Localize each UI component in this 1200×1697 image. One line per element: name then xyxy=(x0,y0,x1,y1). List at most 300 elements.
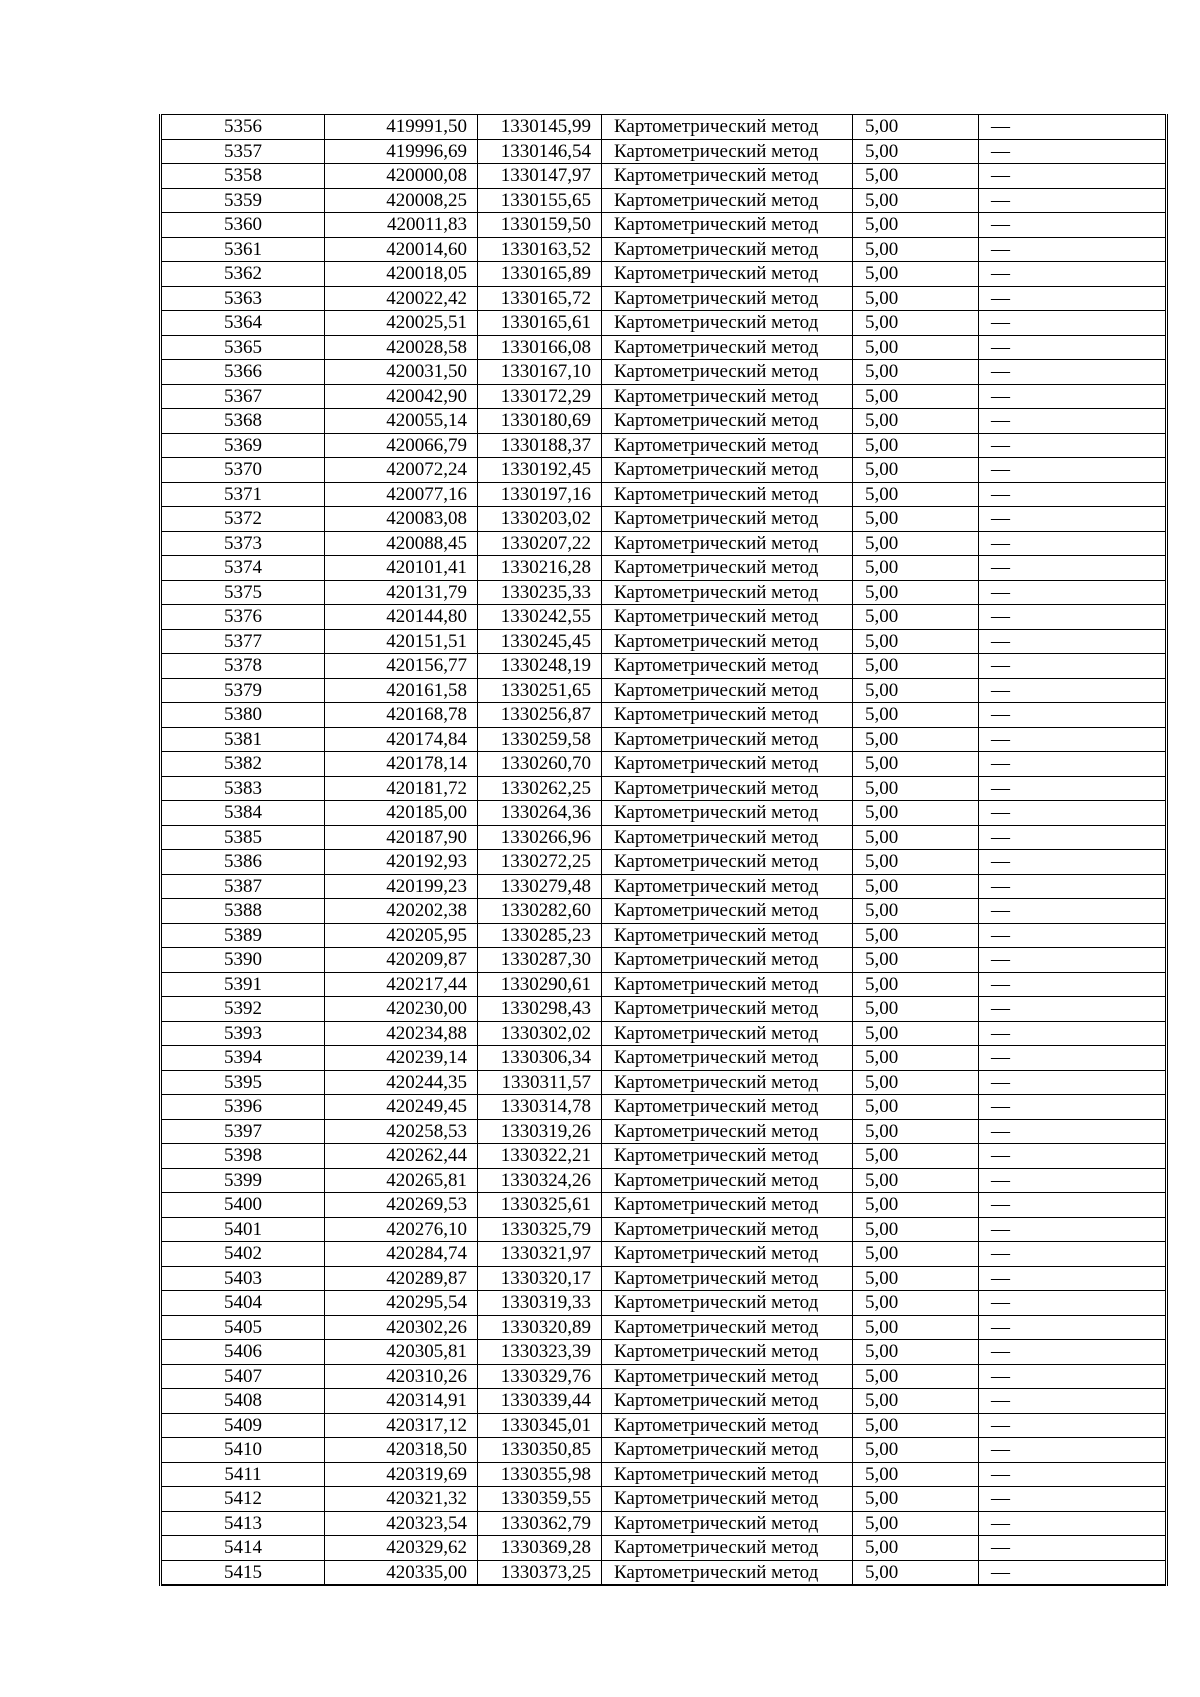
note-cell: — xyxy=(979,776,1167,801)
accuracy-cell: 5,00 xyxy=(853,237,979,262)
note-cell: — xyxy=(979,1046,1167,1071)
x-coordinate-cell: 420230,00 xyxy=(325,997,478,1022)
accuracy-cell: 5,00 xyxy=(853,1389,979,1414)
accuracy-cell: 5,00 xyxy=(853,1511,979,1536)
y-coordinate-cell: 1330146,54 xyxy=(478,139,602,164)
accuracy-cell: 5,00 xyxy=(853,923,979,948)
table-row xyxy=(161,850,1167,875)
note-cell: — xyxy=(979,727,1167,752)
method-cell: Картометрический метод xyxy=(602,703,853,728)
y-coordinate-cell: 1330165,72 xyxy=(478,286,602,311)
note-cell: — xyxy=(979,1413,1167,1438)
method-cell: Картометрический метод xyxy=(602,458,853,483)
point-number-cell: 5414 xyxy=(161,1536,325,1561)
accuracy-cell: 5,00 xyxy=(853,384,979,409)
accuracy-cell: 5,00 xyxy=(853,507,979,532)
x-coordinate-cell: 420258,53 xyxy=(325,1119,478,1144)
method-cell: Картометрический метод xyxy=(602,1389,853,1414)
point-number-cell: 5412 xyxy=(161,1487,325,1512)
method-cell: Картометрический метод xyxy=(602,1364,853,1389)
accuracy-cell: 5,00 xyxy=(853,1193,979,1218)
point-number-cell: 5364 xyxy=(161,311,325,336)
accuracy-cell: 5,00 xyxy=(853,629,979,654)
table-row xyxy=(161,825,1167,850)
table-row xyxy=(161,1021,1167,1046)
x-coordinate-cell: 420072,24 xyxy=(325,458,478,483)
point-number-cell: 5361 xyxy=(161,237,325,262)
y-coordinate-cell: 1330207,22 xyxy=(478,531,602,556)
point-number-cell: 5398 xyxy=(161,1144,325,1169)
table-row xyxy=(161,1046,1167,1071)
accuracy-cell: 5,00 xyxy=(853,1462,979,1487)
accuracy-cell: 5,00 xyxy=(853,335,979,360)
point-number-cell: 5375 xyxy=(161,580,325,605)
point-number-cell: 5404 xyxy=(161,1291,325,1316)
table-row xyxy=(161,997,1167,1022)
note-cell: — xyxy=(979,286,1167,311)
accuracy-cell: 5,00 xyxy=(853,997,979,1022)
accuracy-cell: 5,00 xyxy=(853,482,979,507)
accuracy-cell: 5,00 xyxy=(853,1046,979,1071)
note-cell: — xyxy=(979,531,1167,556)
x-coordinate-cell: 420276,10 xyxy=(325,1217,478,1242)
point-number-cell: 5393 xyxy=(161,1021,325,1046)
coordinates-table xyxy=(159,114,1168,1586)
method-cell: Картометрический метод xyxy=(602,384,853,409)
table-row xyxy=(161,1438,1167,1463)
method-cell: Картометрический метод xyxy=(602,1511,853,1536)
method-cell: Картометрический метод xyxy=(602,629,853,654)
method-cell: Картометрический метод xyxy=(602,556,853,581)
accuracy-cell: 5,00 xyxy=(853,139,979,164)
note-cell: — xyxy=(979,1021,1167,1046)
x-coordinate-cell: 420187,90 xyxy=(325,825,478,850)
table-row xyxy=(161,1095,1167,1120)
point-number-cell: 5413 xyxy=(161,1511,325,1536)
table-row xyxy=(161,1560,1167,1585)
accuracy-cell: 5,00 xyxy=(853,776,979,801)
method-cell: Картометрический метод xyxy=(602,482,853,507)
x-coordinate-cell: 420249,45 xyxy=(325,1095,478,1120)
accuracy-cell: 5,00 xyxy=(853,1560,979,1585)
y-coordinate-cell: 1330323,39 xyxy=(478,1340,602,1365)
table-row xyxy=(161,1462,1167,1487)
note-cell: — xyxy=(979,1340,1167,1365)
method-cell: Картометрический метод xyxy=(602,1168,853,1193)
x-coordinate-cell: 420168,78 xyxy=(325,703,478,728)
note-cell: — xyxy=(979,654,1167,679)
point-number-cell: 5385 xyxy=(161,825,325,850)
accuracy-cell: 5,00 xyxy=(853,580,979,605)
y-coordinate-cell: 1330180,69 xyxy=(478,409,602,434)
table-row xyxy=(161,531,1167,556)
y-coordinate-cell: 1330167,10 xyxy=(478,360,602,385)
point-number-cell: 5400 xyxy=(161,1193,325,1218)
point-number-cell: 5368 xyxy=(161,409,325,434)
method-cell: Картометрический метод xyxy=(602,311,853,336)
note-cell: — xyxy=(979,1389,1167,1414)
y-coordinate-cell: 1330188,37 xyxy=(478,433,602,458)
table-row xyxy=(161,482,1167,507)
x-coordinate-cell: 420205,95 xyxy=(325,923,478,948)
method-cell: Картометрический метод xyxy=(602,605,853,630)
x-coordinate-cell: 420305,81 xyxy=(325,1340,478,1365)
table-row xyxy=(161,678,1167,703)
table-row xyxy=(161,580,1167,605)
accuracy-cell: 5,00 xyxy=(853,752,979,777)
table-row xyxy=(161,286,1167,311)
accuracy-cell: 5,00 xyxy=(853,1291,979,1316)
table-row xyxy=(161,433,1167,458)
note-cell: — xyxy=(979,948,1167,973)
accuracy-cell: 5,00 xyxy=(853,1364,979,1389)
accuracy-cell: 5,00 xyxy=(853,1070,979,1095)
table-row xyxy=(161,1364,1167,1389)
table-row xyxy=(161,458,1167,483)
x-coordinate-cell: 419996,69 xyxy=(325,139,478,164)
y-coordinate-cell: 1330251,65 xyxy=(478,678,602,703)
method-cell: Картометрический метод xyxy=(602,1438,853,1463)
accuracy-cell: 5,00 xyxy=(853,1438,979,1463)
method-cell: Картометрический метод xyxy=(602,923,853,948)
y-coordinate-cell: 1330259,58 xyxy=(478,727,602,752)
point-number-cell: 5356 xyxy=(161,115,325,140)
method-cell: Картометрический метод xyxy=(602,237,853,262)
note-cell: — xyxy=(979,556,1167,581)
method-cell: Картометрический метод xyxy=(602,997,853,1022)
y-coordinate-cell: 1330245,45 xyxy=(478,629,602,654)
x-coordinate-cell: 420262,44 xyxy=(325,1144,478,1169)
note-cell: — xyxy=(979,703,1167,728)
method-cell: Картометрический метод xyxy=(602,1462,853,1487)
y-coordinate-cell: 1330266,96 xyxy=(478,825,602,850)
note-cell: — xyxy=(979,1193,1167,1218)
table-row xyxy=(161,1487,1167,1512)
method-cell: Картометрический метод xyxy=(602,409,853,434)
accuracy-cell: 5,00 xyxy=(853,1536,979,1561)
note-cell: — xyxy=(979,188,1167,213)
method-cell: Картометрический метод xyxy=(602,507,853,532)
note-cell: — xyxy=(979,801,1167,826)
method-cell: Картометрический метод xyxy=(602,433,853,458)
accuracy-cell: 5,00 xyxy=(853,801,979,826)
y-coordinate-cell: 1330325,79 xyxy=(478,1217,602,1242)
table-row xyxy=(161,703,1167,728)
accuracy-cell: 5,00 xyxy=(853,188,979,213)
method-cell: Картометрический метод xyxy=(602,1070,853,1095)
method-cell: Картометрический метод xyxy=(602,139,853,164)
note-cell: — xyxy=(979,752,1167,777)
accuracy-cell: 5,00 xyxy=(853,1168,979,1193)
x-coordinate-cell: 420314,91 xyxy=(325,1389,478,1414)
accuracy-cell: 5,00 xyxy=(853,1217,979,1242)
table-row xyxy=(161,213,1167,238)
method-cell: Картометрический метод xyxy=(602,874,853,899)
x-coordinate-cell: 420042,90 xyxy=(325,384,478,409)
table-row xyxy=(161,1217,1167,1242)
x-coordinate-cell: 420192,93 xyxy=(325,850,478,875)
method-cell: Картометрический метод xyxy=(602,948,853,973)
table-row xyxy=(161,556,1167,581)
method-cell: Картометрический метод xyxy=(602,1046,853,1071)
table-row xyxy=(161,1242,1167,1267)
point-number-cell: 5405 xyxy=(161,1315,325,1340)
accuracy-cell: 5,00 xyxy=(853,286,979,311)
note-cell: — xyxy=(979,311,1167,336)
method-cell: Картометрический метод xyxy=(602,335,853,360)
note-cell: — xyxy=(979,850,1167,875)
method-cell: Картометрический метод xyxy=(602,1095,853,1120)
accuracy-cell: 5,00 xyxy=(853,1315,979,1340)
y-coordinate-cell: 1330324,26 xyxy=(478,1168,602,1193)
accuracy-cell: 5,00 xyxy=(853,605,979,630)
method-cell: Картометрический метод xyxy=(602,1217,853,1242)
accuracy-cell: 5,00 xyxy=(853,1413,979,1438)
note-cell: — xyxy=(979,678,1167,703)
accuracy-cell: 5,00 xyxy=(853,458,979,483)
y-coordinate-cell: 1330320,17 xyxy=(478,1266,602,1291)
x-coordinate-cell: 420161,58 xyxy=(325,678,478,703)
x-coordinate-cell: 420174,84 xyxy=(325,727,478,752)
x-coordinate-cell: 420317,12 xyxy=(325,1413,478,1438)
table-row xyxy=(161,237,1167,262)
y-coordinate-cell: 1330242,55 xyxy=(478,605,602,630)
x-coordinate-cell: 420083,08 xyxy=(325,507,478,532)
note-cell: — xyxy=(979,458,1167,483)
point-number-cell: 5388 xyxy=(161,899,325,924)
y-coordinate-cell: 1330235,33 xyxy=(478,580,602,605)
y-coordinate-cell: 1330350,85 xyxy=(478,1438,602,1463)
x-coordinate-cell: 420239,14 xyxy=(325,1046,478,1071)
method-cell: Картометрический метод xyxy=(602,213,853,238)
point-number-cell: 5395 xyxy=(161,1070,325,1095)
note-cell: — xyxy=(979,360,1167,385)
note-cell: — xyxy=(979,237,1167,262)
note-cell: — xyxy=(979,335,1167,360)
x-coordinate-cell: 420000,08 xyxy=(325,164,478,189)
method-cell: Картометрический метод xyxy=(602,899,853,924)
accuracy-cell: 5,00 xyxy=(853,678,979,703)
accuracy-cell: 5,00 xyxy=(853,360,979,385)
method-cell: Картометрический метод xyxy=(602,531,853,556)
point-number-cell: 5382 xyxy=(161,752,325,777)
y-coordinate-cell: 1330163,52 xyxy=(478,237,602,262)
table-row xyxy=(161,115,1167,140)
accuracy-cell: 5,00 xyxy=(853,213,979,238)
table-row xyxy=(161,1340,1167,1365)
table-row xyxy=(161,409,1167,434)
x-coordinate-cell: 420265,81 xyxy=(325,1168,478,1193)
point-number-cell: 5363 xyxy=(161,286,325,311)
y-coordinate-cell: 1330145,99 xyxy=(478,115,602,140)
note-cell: — xyxy=(979,1242,1167,1267)
y-coordinate-cell: 1330355,98 xyxy=(478,1462,602,1487)
y-coordinate-cell: 1330287,30 xyxy=(478,948,602,973)
table-row xyxy=(161,1266,1167,1291)
method-cell: Картометрический метод xyxy=(602,1315,853,1340)
y-coordinate-cell: 1330256,87 xyxy=(478,703,602,728)
y-coordinate-cell: 1330159,50 xyxy=(478,213,602,238)
accuracy-cell: 5,00 xyxy=(853,874,979,899)
point-number-cell: 5410 xyxy=(161,1438,325,1463)
note-cell: — xyxy=(979,1560,1167,1585)
accuracy-cell: 5,00 xyxy=(853,1340,979,1365)
method-cell: Картометрический метод xyxy=(602,678,853,703)
accuracy-cell: 5,00 xyxy=(853,972,979,997)
method-cell: Картометрический метод xyxy=(602,1536,853,1561)
x-coordinate-cell: 420329,62 xyxy=(325,1536,478,1561)
point-number-cell: 5408 xyxy=(161,1389,325,1414)
x-coordinate-cell: 420014,60 xyxy=(325,237,478,262)
x-coordinate-cell: 420018,05 xyxy=(325,262,478,287)
point-number-cell: 5372 xyxy=(161,507,325,532)
accuracy-cell: 5,00 xyxy=(853,703,979,728)
y-coordinate-cell: 1330314,78 xyxy=(478,1095,602,1120)
note-cell: — xyxy=(979,1095,1167,1120)
point-number-cell: 5389 xyxy=(161,923,325,948)
y-coordinate-cell: 1330373,25 xyxy=(478,1560,602,1585)
point-number-cell: 5401 xyxy=(161,1217,325,1242)
accuracy-cell: 5,00 xyxy=(853,1095,979,1120)
y-coordinate-cell: 1330165,89 xyxy=(478,262,602,287)
method-cell: Картометрический метод xyxy=(602,360,853,385)
method-cell: Картометрический метод xyxy=(602,752,853,777)
y-coordinate-cell: 1330155,65 xyxy=(478,188,602,213)
note-cell: — xyxy=(979,1217,1167,1242)
point-number-cell: 5403 xyxy=(161,1266,325,1291)
table-row xyxy=(161,1315,1167,1340)
x-coordinate-cell: 420088,45 xyxy=(325,531,478,556)
point-number-cell: 5415 xyxy=(161,1560,325,1585)
x-coordinate-cell: 420202,38 xyxy=(325,899,478,924)
note-cell: — xyxy=(979,1119,1167,1144)
table-row xyxy=(161,1070,1167,1095)
note-cell: — xyxy=(979,1487,1167,1512)
point-number-cell: 5365 xyxy=(161,335,325,360)
note-cell: — xyxy=(979,433,1167,458)
method-cell: Картометрический метод xyxy=(602,654,853,679)
x-coordinate-cell: 420028,58 xyxy=(325,335,478,360)
note-cell: — xyxy=(979,213,1167,238)
table-row xyxy=(161,899,1167,924)
y-coordinate-cell: 1330329,76 xyxy=(478,1364,602,1389)
y-coordinate-cell: 1330362,79 xyxy=(478,1511,602,1536)
y-coordinate-cell: 1330262,25 xyxy=(478,776,602,801)
point-number-cell: 5409 xyxy=(161,1413,325,1438)
accuracy-cell: 5,00 xyxy=(853,556,979,581)
note-cell: — xyxy=(979,899,1167,924)
method-cell: Картометрический метод xyxy=(602,1242,853,1267)
method-cell: Картометрический метод xyxy=(602,1291,853,1316)
y-coordinate-cell: 1330165,61 xyxy=(478,311,602,336)
table-row xyxy=(161,752,1167,777)
note-cell: — xyxy=(979,262,1167,287)
note-cell: — xyxy=(979,580,1167,605)
table-row xyxy=(161,335,1167,360)
method-cell: Картометрический метод xyxy=(602,164,853,189)
method-cell: Картометрический метод xyxy=(602,850,853,875)
table-row xyxy=(161,507,1167,532)
note-cell: — xyxy=(979,139,1167,164)
point-number-cell: 5391 xyxy=(161,972,325,997)
note-cell: — xyxy=(979,825,1167,850)
table-row xyxy=(161,1536,1167,1561)
point-number-cell: 5397 xyxy=(161,1119,325,1144)
note-cell: — xyxy=(979,482,1167,507)
point-number-cell: 5378 xyxy=(161,654,325,679)
point-number-cell: 5360 xyxy=(161,213,325,238)
y-coordinate-cell: 1330260,70 xyxy=(478,752,602,777)
table-row xyxy=(161,1511,1167,1536)
accuracy-cell: 5,00 xyxy=(853,311,979,336)
y-coordinate-cell: 1330359,55 xyxy=(478,1487,602,1512)
table-body xyxy=(161,115,1167,1586)
point-number-cell: 5399 xyxy=(161,1168,325,1193)
accuracy-cell: 5,00 xyxy=(853,164,979,189)
method-cell: Картометрический метод xyxy=(602,1193,853,1218)
note-cell: — xyxy=(979,997,1167,1022)
accuracy-cell: 5,00 xyxy=(853,1144,979,1169)
table-row xyxy=(161,1119,1167,1144)
y-coordinate-cell: 1330345,01 xyxy=(478,1413,602,1438)
accuracy-cell: 5,00 xyxy=(853,899,979,924)
x-coordinate-cell: 420178,14 xyxy=(325,752,478,777)
accuracy-cell: 5,00 xyxy=(853,1119,979,1144)
point-number-cell: 5377 xyxy=(161,629,325,654)
y-coordinate-cell: 1330203,02 xyxy=(478,507,602,532)
x-coordinate-cell: 420321,32 xyxy=(325,1487,478,1512)
note-cell: — xyxy=(979,384,1167,409)
x-coordinate-cell: 420199,23 xyxy=(325,874,478,899)
method-cell: Картометрический метод xyxy=(602,1340,853,1365)
accuracy-cell: 5,00 xyxy=(853,825,979,850)
point-number-cell: 5383 xyxy=(161,776,325,801)
table-row xyxy=(161,384,1167,409)
note-cell: — xyxy=(979,164,1167,189)
point-number-cell: 5370 xyxy=(161,458,325,483)
method-cell: Картометрический метод xyxy=(602,115,853,140)
table-row xyxy=(161,139,1167,164)
x-coordinate-cell: 420101,41 xyxy=(325,556,478,581)
table-row xyxy=(161,1413,1167,1438)
note-cell: — xyxy=(979,1168,1167,1193)
note-cell: — xyxy=(979,1070,1167,1095)
y-coordinate-cell: 1330166,08 xyxy=(478,335,602,360)
y-coordinate-cell: 1330311,57 xyxy=(478,1070,602,1095)
table-row xyxy=(161,1144,1167,1169)
x-coordinate-cell: 420055,14 xyxy=(325,409,478,434)
y-coordinate-cell: 1330282,60 xyxy=(478,899,602,924)
y-coordinate-cell: 1330264,36 xyxy=(478,801,602,826)
point-number-cell: 5374 xyxy=(161,556,325,581)
x-coordinate-cell: 420209,87 xyxy=(325,948,478,973)
x-coordinate-cell: 420022,42 xyxy=(325,286,478,311)
x-coordinate-cell: 420185,00 xyxy=(325,801,478,826)
x-coordinate-cell: 420077,16 xyxy=(325,482,478,507)
y-coordinate-cell: 1330319,26 xyxy=(478,1119,602,1144)
point-number-cell: 5402 xyxy=(161,1242,325,1267)
note-cell: — xyxy=(979,1364,1167,1389)
y-coordinate-cell: 1330172,29 xyxy=(478,384,602,409)
table-row xyxy=(161,188,1167,213)
table-row xyxy=(161,1168,1167,1193)
table-row xyxy=(161,776,1167,801)
point-number-cell: 5394 xyxy=(161,1046,325,1071)
x-coordinate-cell: 420066,79 xyxy=(325,433,478,458)
method-cell: Картометрический метод xyxy=(602,801,853,826)
table-row xyxy=(161,948,1167,973)
table-row xyxy=(161,164,1167,189)
